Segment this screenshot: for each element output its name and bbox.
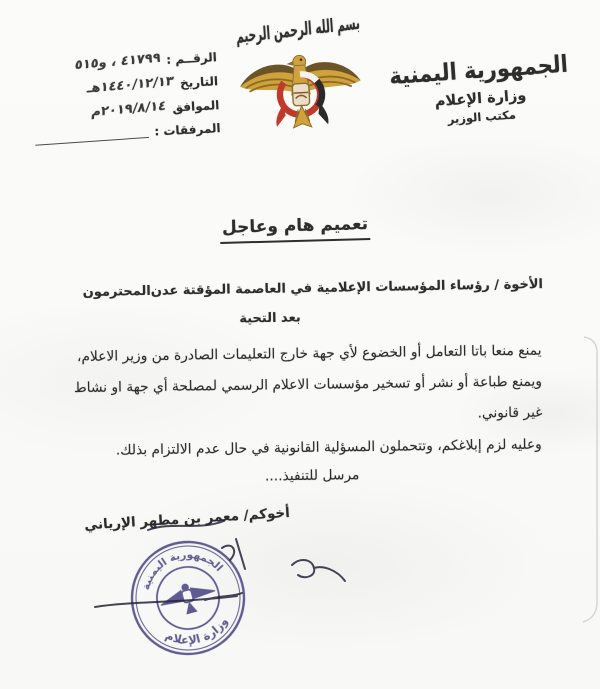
stamp-bottom-text: وزارة الإعلام xyxy=(163,614,231,648)
circular-title: تعميم هام وعاجل xyxy=(220,214,371,244)
letterhead-ministry: وزارة الإعلام xyxy=(434,87,527,111)
addressee-row xyxy=(82,277,544,301)
ref-corresponding-value: ٢٠١٩/٨/١٤م xyxy=(91,98,168,121)
body-line: يمنع منعا باتا التعامل أو الخضوع لأي جهة خارج التعليمات الصادرة من وزير الاعلام، xyxy=(76,342,542,366)
title-wrap xyxy=(0,216,590,242)
ref-number-value: ٤١٧٩٩ ، و٥١٥ xyxy=(74,50,162,74)
yemen-coat-of-arms-icon xyxy=(231,43,372,140)
ref-corresponding-label: الموافق xyxy=(172,98,220,115)
salutation: بعد التحية xyxy=(239,310,301,327)
sent-for-execution-line: مرسل للتنفيذ.... xyxy=(264,467,360,485)
body-line: وعليه لزم إبلاغكم، وتتحملون المسؤلية القانونية في حال عدم الالتزام بذلك. xyxy=(115,436,542,459)
body-line: غير قانوني. xyxy=(477,404,543,422)
attachments-blank-line xyxy=(34,125,148,146)
ref-number-label: الرقــم : xyxy=(165,50,218,67)
body-paragraph-2 xyxy=(52,431,543,494)
bismillah-calligraphy: بسم الله الرحمن الرحيم xyxy=(235,13,361,49)
ministry-stamp xyxy=(115,525,262,672)
svg-text:وزارة الإعلام xyxy=(161,612,235,654)
stamp-top-text: الجمهورية اليمنية xyxy=(139,548,225,592)
body-paragraph-1 xyxy=(51,336,542,436)
stamp-eagle-icon xyxy=(157,577,219,620)
ref-attachments-row xyxy=(34,121,220,145)
reference-block xyxy=(31,49,222,154)
addressee-honorific: المحترمون xyxy=(82,283,151,301)
ref-number-row xyxy=(31,49,218,74)
emblem-block xyxy=(229,11,371,141)
ref-attachments-label: المرفقات : xyxy=(154,121,221,139)
ref-date-row xyxy=(32,73,219,98)
letterhead-office: مكتب الوزير xyxy=(447,107,517,127)
ref-corresponding-row xyxy=(33,97,220,122)
letterhead-country: الجمهورية اليمنية xyxy=(388,50,569,90)
signature-name-line: أخوكم/ معمر بن مطهر الإرياني xyxy=(83,504,291,534)
image-frame-edge xyxy=(583,337,597,622)
ref-date-label: التاريخ xyxy=(179,74,219,91)
addressee-line: الأخوة / رؤساء المؤسسات الإعلامية في العاصمة المؤقتة عدن xyxy=(150,277,544,299)
letterhead-block xyxy=(384,52,576,131)
body-line: ويمنع طباعة أو نشر أو تسخير مؤسسات الاعلام الرسمي لمصلحة أي جهة او نشاط xyxy=(73,373,543,397)
ref-date-value: ١٤٤٠/١٢/١٣هـ xyxy=(86,73,175,97)
